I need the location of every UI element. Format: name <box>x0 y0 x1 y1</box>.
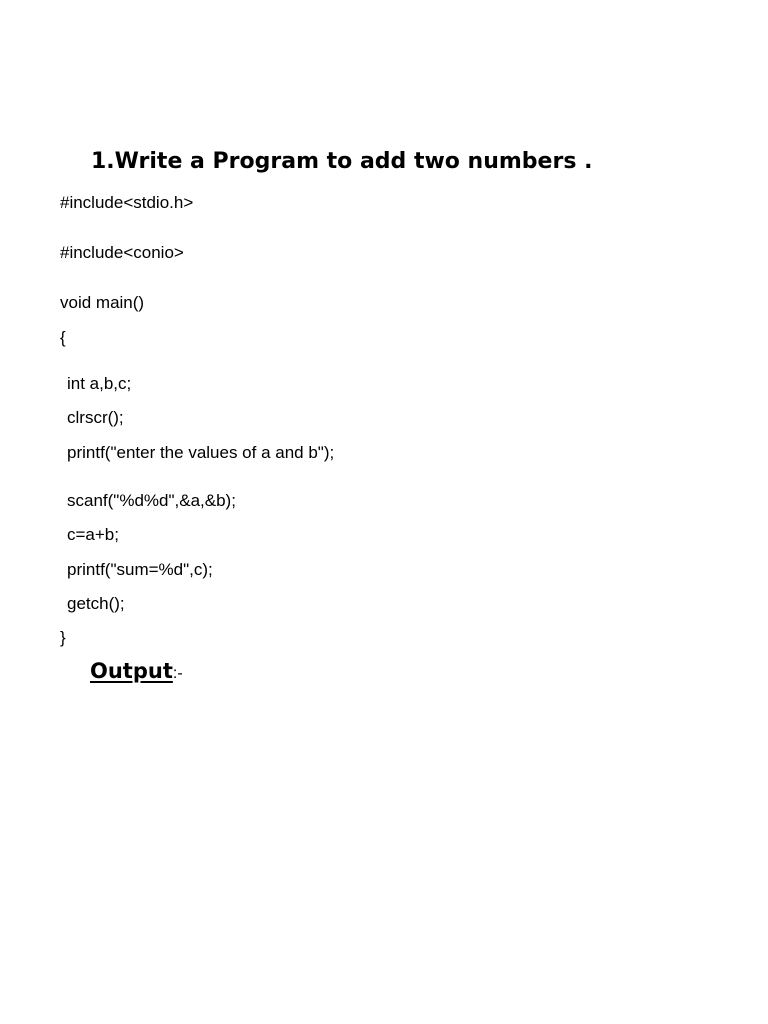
code-line-scanf: scanf("%d%d",&a,&b); <box>67 491 236 510</box>
code-line-sum-assign: c=a+b; <box>67 525 119 544</box>
code-line-open-brace: { <box>60 328 66 347</box>
code-line-main-signature: void main() <box>60 293 145 312</box>
code-line-printf-prompt: printf("enter the values of a and b"); <box>67 443 335 462</box>
output-label: Output <box>90 659 173 683</box>
output-section <box>90 655 183 687</box>
code-line-close-brace: } <box>60 628 66 647</box>
code-line-include-stdio: #include<stdio.h> <box>60 193 194 212</box>
code-line-declare-vars: int a,b,c; <box>67 374 132 393</box>
code-line-getch: getch(); <box>67 594 125 613</box>
code-line-clrscr: clrscr(); <box>67 408 124 427</box>
code-line-printf-sum: printf("sum=%d",c); <box>67 560 213 579</box>
output-suffix: :- <box>172 665 183 682</box>
code-line-include-conio: #include<conio> <box>60 243 184 262</box>
page-heading: 1.Write a Program to add two numbers . <box>91 149 593 174</box>
